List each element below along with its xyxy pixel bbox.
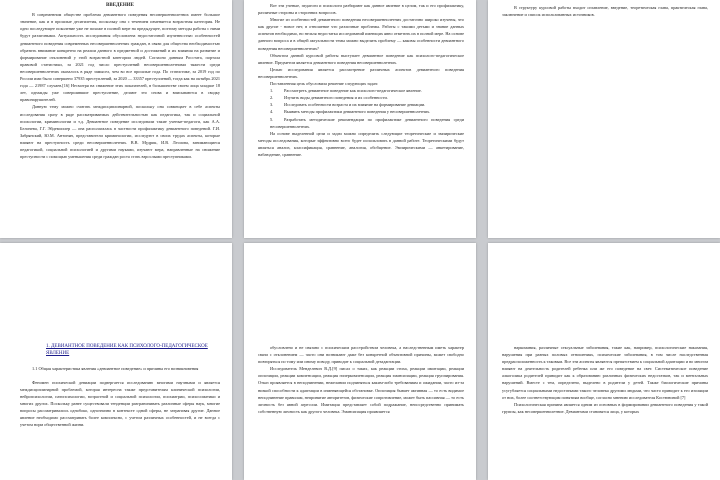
document-page-6 (488, 243, 720, 480)
list-item: 1. Рассмотреть девиантное поведение как психолого-педагогическое явление. (270, 88, 422, 94)
chapter-heading: 1. ДЕВИАНТНОЕ ПОВЕДЕНИЕ КАК ПСИХОЛОГО-ПЕДАГОГИЧЕСКОЕ ЯВЛЕНИЕ (46, 344, 208, 357)
document-page-2 (244, 0, 476, 238)
document-page-1 (0, 0, 232, 238)
section-heading: ВВЕДЕНИЕ (106, 3, 134, 8)
paragraph: Вот эти ученые, педагоги и психологи разбирают как данное явление в целом, так и его профилактику, различные стороны и сторонних вопросов. (258, 3, 464, 16)
paragraph: Данную тему можно считать междисциплинарной, поскольку она совмещает в себе аспекты исследования сразу в ряде рассматриваемых действительностью как педагогика, так и социальной психологии, криминологии и т.д. Девиантное поведение исследовали такие ученые-педагоги, как А.А. Беличева, Г.Г. Эйдемиллер — она располагалась в частности профилактику девиантного поведений. Г.И. Забрянский, Ю.М. Антонян, представители криминологии, исследуют в своих трудах аспекты, которые влияют на преступность среди несовершеннолетних. В.В. Мудрик, И.В. Лесиова, занимающиеся педагогикой, социальной психологией и другими науками, изучают мера, направленные на снижение преступности с помощью уменьшения среди граждан роста стать взрослыми преступниками. (20, 104, 220, 160)
page-content (20, 2, 220, 160)
page-content (20, 343, 220, 428)
list-item-text: Исследовать особенности возраста и их влияние на формирование девиации. (284, 102, 426, 108)
paragraph: Исследователь Менделевич В.Д.[9] писал о таких, как реакции стиха, реакции имитации, реакции оппозиции, реакции компенсации, реакция гиперкомпенсации, реакция эмансипации, реакция группирования. Отказ проявляется в неподчинении, нежелании подчиняться каким-либо требованиям и ожидании, часто из-за низкой способности к адаптации в изменяющейся обстановке. Оппозиция бывает активная — то есть видимое неподчинение правилам, непринятие авторитетов, физические сопротивление, может быть пассивная — то есть личность без явной агрессии. Имитация представляет собой подражание, непосредственно принимать собственную личность как другого человека. Эмансипация проявляется (258, 366, 464, 414)
subsection-heading: 1.1 Общая характеристика явления «девиантное поведение» и причины его возникновения (32, 366, 199, 372)
paragraph: обусловлено и не связано с психическим расстройством человека, а наследственным иметь характер связи с отклонением — часто они возникают даже без конкретной объективной причины, может свободно повторяться по тому или иному поводу, приводит к социальной дезадаптации. (258, 345, 464, 365)
paragraph: наркомания, различные сексуальные заболевания, такие как, например, психологические наказания, нарушения при разных половых отношениях, психические заболевания, в том числе наследственная предрасположенность к таковым. Все эти аспекты являются препятствием к социальной адаптации и во многом влияют на деятельность родителей ребенка или же его поведение на свет. Систематическое поведение алкоголика родителей приводит как к образованию различных физических недостатков, так и ментальных нарушений. Вместе с тем, определено, выделено в родители у детей. Также биологические причины усугубляется социальными недостатками такого человека другими людьми, что часто приводит к его изоляции от них, более соответствующим понятиям вообще, согласно мнению исследователя Костюниной [7] (502, 345, 708, 400)
document-page-4 (0, 243, 232, 480)
list-item-text: Разработать методические рекомендации по профилактике девиантного поведения среди несовершеннолетних. (270, 116, 464, 129)
page-content (502, 4, 708, 18)
page-content (502, 344, 708, 415)
list-item: 2. Изучить виды девиантного поведения и их особенности. (270, 95, 388, 101)
paragraph: В современном обществе проблема девиантного поведения несовершеннолетних имеет большое значение, как и в прошлые десятилетия, поскольку она с течением изменяется возрастная категория. Не одно последующее поколение уже не похоже в полной мере на предыдущее, поэтому методы работы с ними будут различными. Актуальность исследования обусловлена недостаточной изученностью особенностей девиантного поведения современных несовершеннолетних граждан, в связи для общества необходимостью обратить внимание конкретно на реалии данного в предметной и достижений и их влияния на развитие и формирование отклонений у этой возрастной категории людей. Согласно данным Росстата, портала правовой статистики, за 2021 год число преступлений несовершеннолетними тяжести среди несовершеннолетних оказалось в ряде замысел, чем во все прошлые года. По статистике, за 2019 год по России ими было совершено 37935 преступлений, за 2020 — 33357 преступлений, тогда как на октябрь 2021 года — 21987 случаев.[16] Несмотря на снижение этих показателей, в большинстве своем лица младше 18 лет, однажды уже совершившие преступление, делают это снова и вписываются в сводку правонарушителей. (20, 12, 220, 103)
paragraph: На основе выделенной цели и задач можно определить следующие теоретические и эмпирические методы исследования, которые эффективно всего будет использовать в данной работе. Теоретическими будут являться анализ, классификация, сравнение, аналогия, обобщение. Эмпирическими — анкетирование, наблюдение, сравнение. (258, 130, 464, 157)
list-item: 5. Разработать методические рекомендации по профилактике девиантного поведения среди несовершеннолетних. (270, 116, 464, 129)
paragraph: Целью исследования является рассмотрение различных аспектов девиантного поведения несовершеннолетних. (258, 66, 464, 79)
paragraph: В структуру курсовой работы входит оглавление, введение, теоретическая глава, практическая глава, заключение и список использованных источников. (502, 5, 708, 18)
paragraph: Поставленная цель обусловила решение следующих задач: (270, 81, 379, 87)
paragraph: Феномен психической девиации подвергается исследованию многими научными и является междисциплинарной проблемой, которая интересна также представителям клинической психологии, нейропсихологии, патопсихологии, возрастной и социальной психологии, психиатрии, психосоматики и многих других. Поскольку ранее существовали тенденции разграничивать различные сферы наук, многие вопросы рассматривались однобоко, однозначно в контексте одной сферы, не затрагивая другие. Данное явление необходимо рассматривать более комплексно, с учетом различных особенностей, и не всегда с учетом норм общественной жизни. (20, 379, 220, 428)
list-item-text: Выявить методы профилактики девиантного поведения у несовершеннолетних. (284, 109, 431, 115)
paragraph: Многие из особенностей девиантного поведения несовершеннолетних достаточно широко изучены, что как другие - новое нет, в отношение что различные проблемы. Работы с такими детьми и знание данных аспектов необходимо, но нельзя недостатка исследований имеющих явно отметить их в полной мере. На основе данного вопроса и в общей актуальности темы можно выделить проблему — каковы особенности девиантного поведения несовершеннолетних? (258, 17, 464, 51)
document-page-3 (488, 0, 720, 238)
list-item-text: Рассмотреть девиантное поведение как психолого-педагогическое явление. (284, 88, 422, 94)
paragraph: Психологическая причина является одним из основных в формировании девиантного поведения у такой группы, как несовершеннолетние. Девиантами становятся лица, у которых (502, 401, 708, 414)
document-page-5 (244, 243, 476, 480)
list-item: 3. Исследовать особенности возраста и их влияние на формирование девиации. (270, 102, 426, 108)
paragraph: Объектом данной курсовой работы выступает девиантное поведение как психолого-педагогическое явление. Предметом является девиантного поведения несовершеннолетних. (258, 52, 464, 65)
page-content (258, 344, 464, 415)
page-content (258, 2, 464, 158)
list-item-text: Изучить виды девиантного поведения и их особенности. (284, 95, 388, 101)
list-item: 4. Выявить методы профилактики девиантного поведения у несовершеннолетних. (270, 109, 431, 115)
